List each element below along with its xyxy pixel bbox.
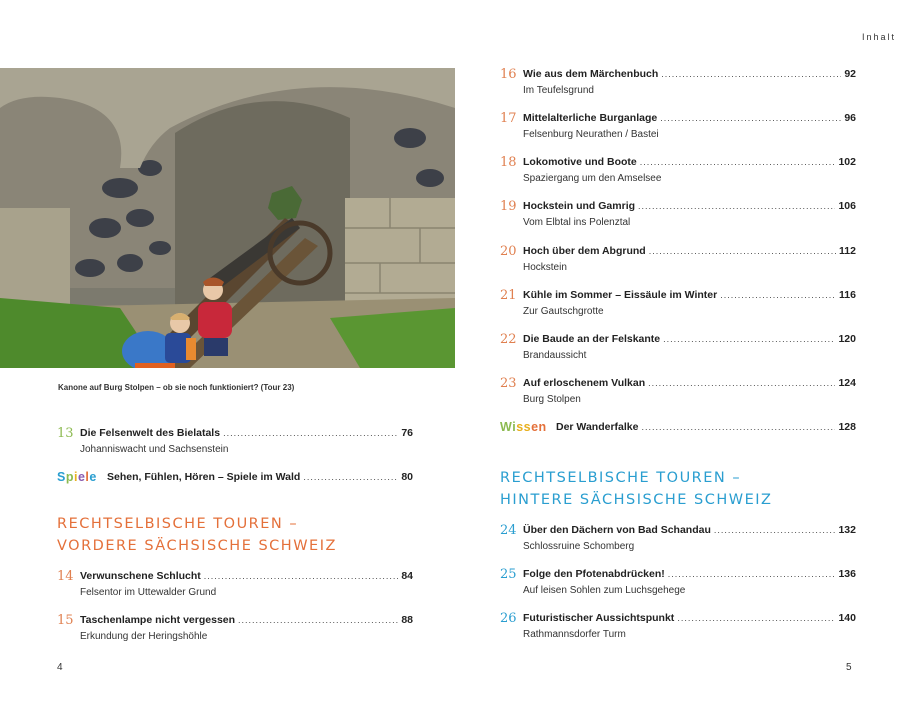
leader-dots (640, 157, 836, 167)
tour-title: Mittelalterliche Burganlage (523, 112, 658, 124)
leader-dots (660, 113, 841, 123)
page-number: 96 (844, 112, 856, 124)
tour-subtitle: Hockstein (523, 262, 567, 273)
tour-subtitle: Felsenburg Neurathen / Bastei (523, 129, 659, 140)
leader-dots (649, 246, 836, 256)
tour-title: Futuristischer Aussichtspunkt (523, 612, 675, 624)
tour-subtitle: Schlossruine Schomberg (523, 541, 635, 552)
leader-dots (303, 472, 398, 482)
leader-dots (648, 378, 835, 388)
tour-title: Hockstein und Gamrig (523, 200, 636, 212)
tour-subtitle: Rathmannsdorfer Turm (523, 629, 626, 640)
tour-title: Hoch über dem Abgrund (523, 245, 646, 257)
section-heading-vordere: RECHTSELBISCHE TOUREN – VORDERE SÄCHSISCHE SCHWEIZ (57, 516, 337, 554)
tour-subtitle: Johanniswacht und Sachsenstein (80, 444, 229, 455)
leader-dots (638, 201, 835, 211)
tour-number: 19 (500, 199, 517, 214)
page-number: 120 (838, 333, 856, 345)
tour-subtitle: Spaziergang um den Amselsee (523, 173, 662, 184)
tour-subtitle: Erkundung der Heringshöhle (80, 631, 208, 642)
page-number: 112 (839, 245, 856, 257)
page-number: 132 (838, 524, 856, 536)
page-number: 88 (401, 614, 413, 626)
page-number-left: 4 (57, 662, 63, 673)
tour-subtitle: Brandaussicht (523, 350, 587, 361)
tour-number: 24 (500, 523, 517, 538)
tour-title: Der Wanderfalke (556, 421, 639, 433)
page-number: 84 (401, 570, 413, 582)
page-number: 106 (838, 200, 856, 212)
leader-dots (661, 69, 841, 79)
tour-number: 16 (500, 67, 517, 82)
page-number: 128 (838, 421, 856, 433)
tour-title: Die Felsenwelt des Bielatals (80, 427, 221, 439)
tour-subtitle: Vom Elbtal ins Polenztal (523, 217, 631, 228)
leader-dots (677, 613, 835, 623)
tour-number: 25 (500, 567, 517, 582)
photo-illustration (0, 68, 455, 368)
page-number: 80 (401, 471, 413, 483)
tour-number: 22 (500, 332, 517, 347)
spiele-label: Spiele (57, 470, 97, 484)
wissen-label: Wissen (500, 420, 547, 434)
tour-title: Die Baude an der Felskante (523, 333, 661, 345)
tour-number: 26 (500, 611, 517, 626)
leader-dots (720, 290, 836, 300)
tour-title: Wie aus dem Märchenbuch (523, 68, 659, 80)
page-number: 140 (838, 612, 856, 624)
leader-dots (238, 615, 398, 625)
tour-title: Auf erloschenem Vulkan (523, 377, 646, 389)
tour-number: 15 (57, 613, 74, 628)
tour-title: Taschenlampe nicht vergessen (80, 614, 236, 626)
page-number: 76 (401, 427, 413, 439)
leader-dots (204, 571, 399, 581)
tour-number: 21 (500, 288, 517, 303)
tour-title: Sehen, Fühlen, Hören – Spiele im Wald (107, 471, 301, 483)
tour-title: Über den Dächern von Bad Schandau (523, 524, 711, 536)
tour-title: Lokomotive und Boote (523, 156, 637, 168)
tour-title: Folge den Pfotenabdrücken! (523, 568, 665, 580)
leader-dots (714, 525, 836, 535)
page-number: 102 (838, 156, 856, 168)
leader-dots (641, 422, 835, 432)
tour-number: 13 (57, 426, 74, 441)
tour-title: Verwunschene Schlucht (80, 570, 201, 582)
page-number: 136 (838, 568, 856, 580)
tour-subtitle: Felsentor im Uttewalder Grund (80, 587, 217, 598)
page-number-right: 5 (846, 662, 852, 673)
photo-caption: Kanone auf Burg Stolpen – ob sie noch funktioniert? (Tour 23) (58, 383, 295, 392)
tour-subtitle: Im Teufelsgrund (523, 85, 594, 96)
tour-number: 23 (500, 376, 517, 391)
page-number: 92 (844, 68, 856, 80)
leader-dots (663, 334, 835, 344)
tour-subtitle: Zur Gautschgrotte (523, 306, 604, 317)
tour-number: 20 (500, 244, 517, 259)
leader-dots (668, 569, 836, 579)
section-heading-hintere: RECHTSELBISCHE TOUREN – HINTERE SÄCHSISCHE SCHWEIZ (500, 470, 773, 508)
cannon-photo (0, 68, 455, 368)
tour-title: Kühle im Sommer – Eissäule im Winter (523, 289, 718, 301)
tour-number: 18 (500, 155, 517, 170)
page-number: 116 (839, 289, 856, 301)
leader-dots (223, 428, 398, 438)
page-number: 124 (838, 377, 856, 389)
tour-number: 17 (500, 111, 517, 126)
tour-subtitle: Burg Stolpen (523, 394, 581, 405)
tour-subtitle: Auf leisen Sohlen zum Luchsgehege (523, 585, 686, 596)
running-header: Inhalt (861, 32, 896, 42)
tour-number: 14 (57, 569, 74, 584)
